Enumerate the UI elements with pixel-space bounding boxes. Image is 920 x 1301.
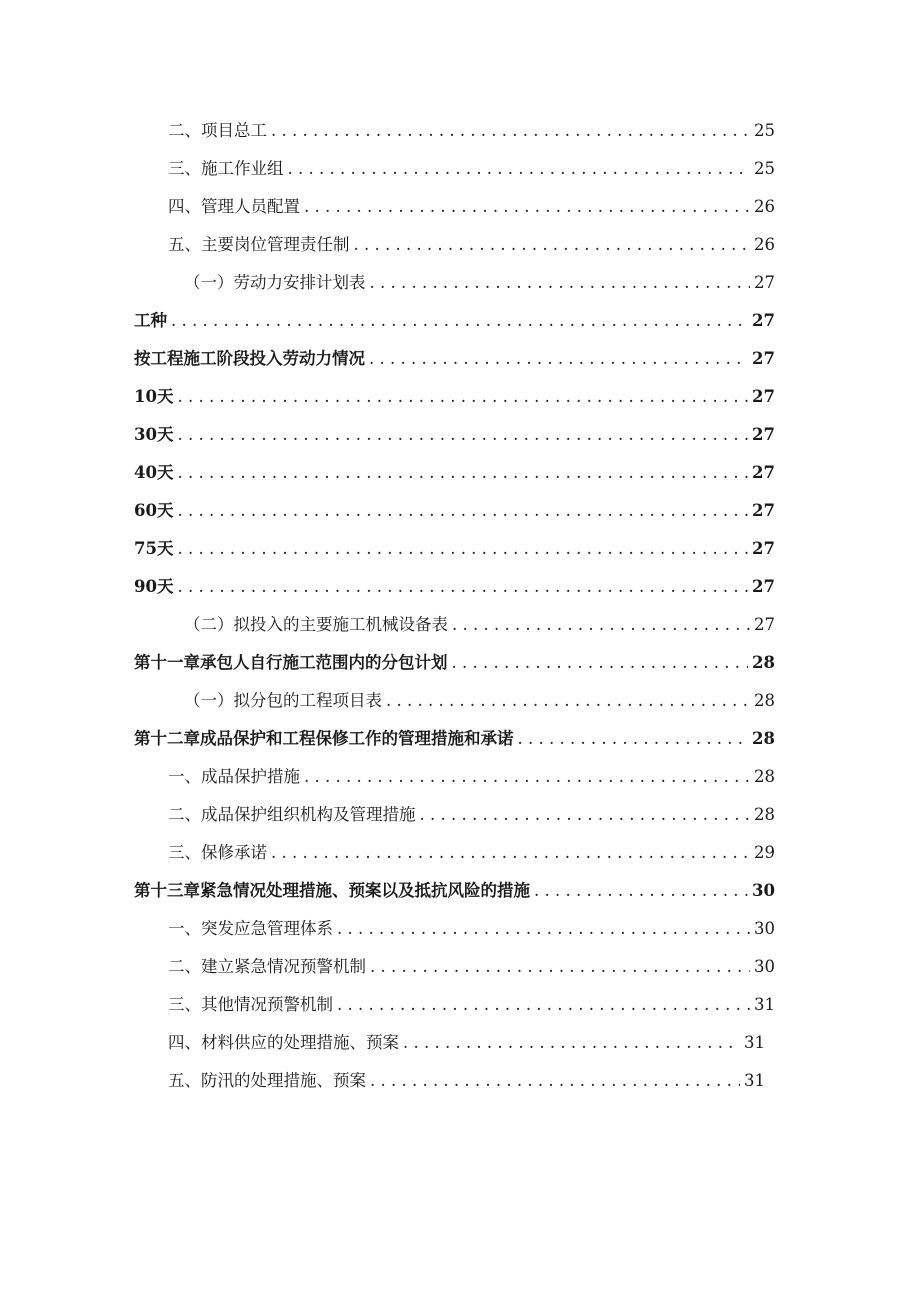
dot-leader bbox=[534, 876, 748, 906]
toc-entry[interactable] bbox=[134, 382, 775, 412]
toc-entry-title: （一）劳动力安排计划表 bbox=[184, 273, 366, 292]
toc-entry-page: 28 bbox=[754, 805, 775, 824]
dot-leader bbox=[403, 1028, 740, 1058]
dot-leader bbox=[177, 496, 748, 526]
toc-entry[interactable] bbox=[168, 1066, 765, 1096]
toc-entry-page: 27 bbox=[752, 311, 775, 330]
toc-entry-title: 四、材料供应的处理措施、预案 bbox=[168, 1033, 399, 1052]
toc-entry-page: 27 bbox=[754, 273, 775, 292]
toc-entry-page: 31 bbox=[754, 995, 775, 1014]
toc-entry[interactable] bbox=[168, 116, 775, 146]
dot-leader bbox=[177, 572, 748, 602]
toc-entry[interactable] bbox=[184, 686, 775, 716]
toc-entry-title: 90天 bbox=[134, 577, 174, 596]
toc-entry-title: 五、主要岗位管理责任制 bbox=[168, 235, 350, 254]
toc-entry-title: 三、其他情况预警机制 bbox=[168, 995, 333, 1014]
toc-entry-title: 60天 bbox=[134, 501, 174, 520]
toc-entry[interactable] bbox=[184, 610, 775, 640]
toc-entry-page: 25 bbox=[754, 159, 775, 178]
toc-entry-title: （二）拟投入的主要施工机械设备表 bbox=[184, 615, 448, 634]
toc-entry[interactable] bbox=[134, 724, 775, 754]
toc-entry[interactable] bbox=[134, 420, 775, 450]
toc-entry-title: 四、管理人员配置 bbox=[168, 197, 300, 216]
toc-entry-title: 第十一章承包人自行施工范围内的分包计划 bbox=[134, 653, 448, 672]
dot-leader bbox=[177, 420, 748, 450]
dot-leader bbox=[271, 116, 750, 146]
toc-entry-page: 31 bbox=[744, 1071, 765, 1090]
dot-leader bbox=[354, 230, 751, 260]
toc-entry-title: 按工程施工阶段投入劳动力情况 bbox=[134, 349, 365, 368]
dot-leader bbox=[177, 382, 748, 412]
toc-entry[interactable] bbox=[168, 1028, 765, 1058]
toc-entry-title: 三、施工作业组 bbox=[168, 159, 284, 178]
dot-leader bbox=[288, 154, 751, 184]
toc-entry[interactable] bbox=[168, 192, 775, 222]
dot-leader bbox=[304, 762, 750, 792]
toc-entry-page: 27 bbox=[752, 539, 775, 558]
toc-entry-title: 第十三章紧急情况处理措施、预案以及抵抗风险的措施 bbox=[134, 881, 530, 900]
dot-leader bbox=[337, 914, 750, 944]
toc-entry-title: 75天 bbox=[134, 539, 174, 558]
toc-entry-page: 31 bbox=[744, 1033, 765, 1052]
dot-leader bbox=[386, 686, 750, 716]
toc-entry[interactable] bbox=[168, 914, 775, 944]
toc-entry-page: 26 bbox=[754, 197, 775, 216]
toc-entry-page: 28 bbox=[752, 653, 775, 672]
dot-leader bbox=[369, 344, 748, 374]
toc-entry-page: 28 bbox=[754, 767, 775, 786]
toc-entry[interactable] bbox=[134, 344, 775, 374]
toc-entry-page: 28 bbox=[754, 691, 775, 710]
dot-leader bbox=[271, 838, 750, 868]
dot-leader bbox=[171, 306, 748, 336]
toc-entry-page: 27 bbox=[752, 463, 775, 482]
toc-entry[interactable] bbox=[134, 496, 775, 526]
toc-entry-page: 28 bbox=[752, 729, 775, 748]
dot-leader bbox=[177, 534, 748, 564]
toc-entry-title: （一）拟分包的工程项目表 bbox=[184, 691, 382, 710]
toc-entry[interactable] bbox=[134, 306, 775, 336]
toc-entry-title: 二、建立紧急情况预警机制 bbox=[168, 957, 366, 976]
toc-entry[interactable] bbox=[134, 648, 775, 678]
toc-entry[interactable] bbox=[134, 572, 775, 602]
toc-entry-page: 27 bbox=[752, 349, 775, 368]
toc-entry-page: 29 bbox=[754, 843, 775, 862]
dot-leader bbox=[370, 1066, 740, 1096]
toc-entry[interactable] bbox=[134, 458, 775, 488]
toc-entry[interactable] bbox=[168, 952, 775, 982]
toc-entry-page: 27 bbox=[752, 577, 775, 596]
toc-entry[interactable] bbox=[168, 990, 775, 1020]
dot-leader bbox=[304, 192, 750, 222]
toc-entry[interactable] bbox=[168, 800, 775, 830]
toc-entry-title: 一、突发应急管理体系 bbox=[168, 919, 333, 938]
toc-entry[interactable] bbox=[168, 838, 775, 868]
toc-entry-page: 26 bbox=[754, 235, 775, 254]
dot-leader bbox=[370, 268, 751, 298]
toc-entry[interactable] bbox=[168, 230, 775, 260]
toc-entry-title: 30天 bbox=[134, 425, 174, 444]
toc-entry-title: 工种 bbox=[134, 311, 167, 330]
toc-entry-page: 30 bbox=[754, 957, 775, 976]
toc-entry[interactable] bbox=[134, 534, 775, 564]
dot-leader bbox=[518, 724, 749, 754]
toc-entry-title: 二、项目总工 bbox=[168, 121, 267, 140]
dot-leader bbox=[452, 648, 749, 678]
toc-entry-title: 10天 bbox=[134, 387, 174, 406]
toc-entry-page: 27 bbox=[752, 387, 775, 406]
toc-entry[interactable] bbox=[184, 268, 775, 298]
dot-leader bbox=[370, 952, 750, 982]
dot-leader bbox=[420, 800, 751, 830]
toc-entry[interactable] bbox=[168, 154, 775, 184]
toc-entry-title: 二、成品保护组织机构及管理措施 bbox=[168, 805, 416, 824]
dot-leader bbox=[337, 990, 750, 1020]
toc-entry-page: 30 bbox=[752, 881, 775, 900]
toc-entry[interactable] bbox=[134, 876, 775, 906]
toc-entry-page: 27 bbox=[754, 615, 775, 634]
dot-leader bbox=[452, 610, 750, 640]
toc-entry-page: 27 bbox=[752, 501, 775, 520]
toc-entry-page: 30 bbox=[754, 919, 775, 938]
toc-entry[interactable] bbox=[168, 762, 775, 792]
toc-entry-page: 25 bbox=[754, 121, 775, 140]
dot-leader bbox=[177, 458, 748, 488]
toc-entry-page: 27 bbox=[752, 425, 775, 444]
toc-entry-title: 第十二章成品保护和工程保修工作的管理措施和承诺 bbox=[134, 729, 514, 748]
toc-entry-title: 40天 bbox=[134, 463, 174, 482]
toc-entry-title: 三、保修承诺 bbox=[168, 843, 267, 862]
toc-entry-title: 五、防汛的处理措施、预案 bbox=[168, 1071, 366, 1090]
toc-entry-title: 一、成品保护措施 bbox=[168, 767, 300, 786]
